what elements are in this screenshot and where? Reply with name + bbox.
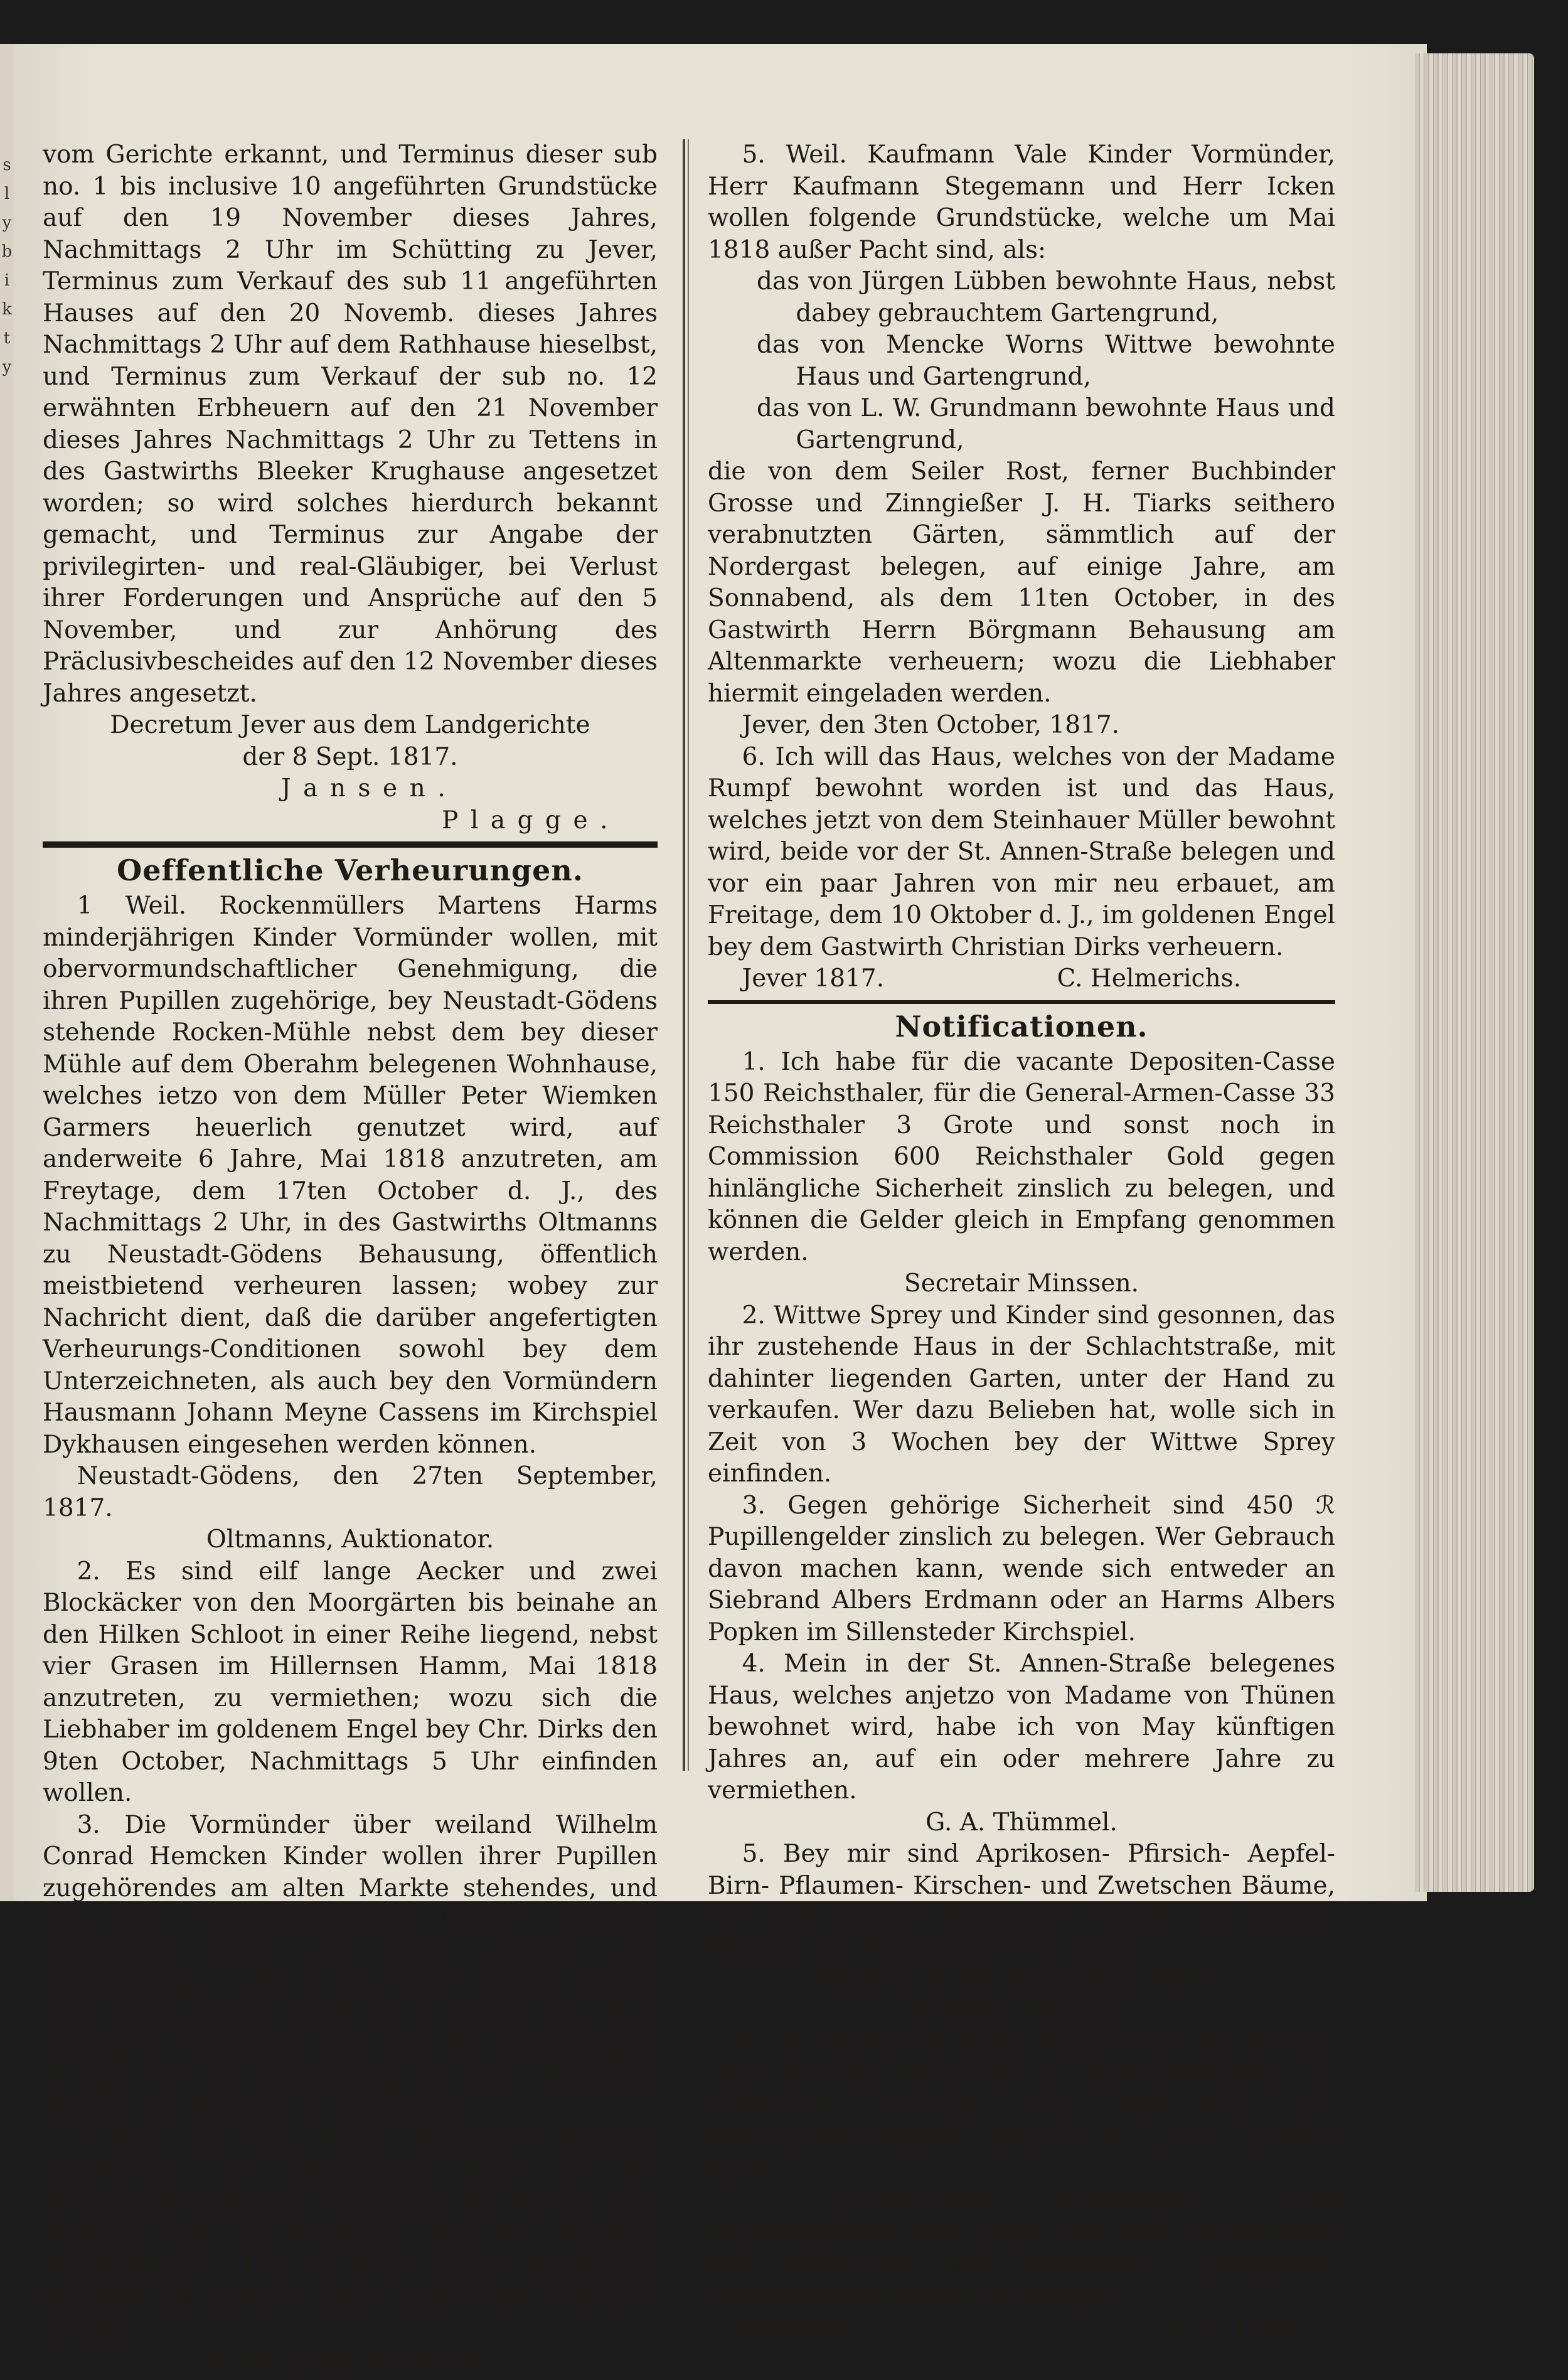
notif-1-text: 1. Ich habe für die vacante Depositen-Casse 150 Reichsthaler, für die General-Armen-Casse 33 Reichsthaler 3 Grote und sonst noch in Commission 600 Reichsthaler Gold gegen hinlängliche Sicherheit zinslich zu belegen, und können die Gelder gleich in Empfang genommen werden. [708, 1047, 1335, 1266]
notice-1-text: 1 Weil. Rockenmüllers Martens Harms minderjährigen Kinder Vormünder wollen, mit obervormundschaftlicher Genehmigung, die ihren Pupillen zugehörige, bey Neustadt-Gödens stehende Rocken-Mühle nebst dem bey dieser Mühle auf dem Oberahm belegenen Wohnhause, welches ietzo von dem Müller Peter Wiemken Garmers heuerlich genutzet wird, auf anderweite 6 Jahre, Mai 1818 anzutreten, am Freytage, dem 17ten October d. J., des Nachmittags 2 Uhr, in des Gastwirths Oltmanns zu Neustadt-Gödens Behausung, öffentlich meistbietend verheuren lassen; wobey zur Nachricht dient, daß die darüber angefertigten Verheurungs-Conditionen sowohl bey dem Unterzeichneten, als auch bey den Vormündern Hausmann Johann Meyne Cassens im Kirchspiel Dykhausen eingesehen werden können. [43, 892, 658, 1459]
notif-3-text: 3. Gegen gehörige Sicherheit sind 450 ℛ Pupillengelder zinslich zu belegen. Wer Gebrauch davon machen kann, wende sich entweder an Siebrand Albers Erdmann oder an Harms Albers Popken im Sillensteder Kirchspiel. [708, 1491, 1335, 1646]
notif-4-signature: G. A. Thümmel. [925, 1808, 1117, 1837]
section-heading-notificationen: Notificationen. [895, 1009, 1148, 1043]
section-heading-verheurungen: Oeffentliche Verheurungen. [117, 853, 584, 887]
notice-6-text: 6. Ich will das Haus, welches von der Madame Rumpf bewohnt worden ist und das Haus, welches jetzt von dem Steinhauer Müller bewohnt wird, beide vor der St. Annen-Straße belegen und vor ein paar Jahren von mir neu erbauet, am Freitage, dem 10 Oktober d. J., im goldenen Engel bey dem Gastwirth Christian Dirks verheuern. [708, 742, 1335, 961]
section-rule [43, 841, 658, 848]
notif-7-signature-1: Kleverns. [742, 2315, 859, 2344]
left-column [43, 139, 658, 2380]
notif-5-place-date: Gödens, d. 22 September, 1817. [823, 1966, 1220, 1995]
notice-6-footer [708, 963, 1335, 995]
signature-plagge: Plagge. [442, 806, 620, 835]
notif-5-text: 5. Bey mir sind Aprikosen- Pfirsich- Aepfel- Birn- Pflaumen- Kirschen- und Zwetschen Bäume, wie auch Linden- Castanien- Pappel- und andere Bäume, und Gesträucher zu haben. [708, 1840, 1335, 1963]
notice-6-place-date: Jever 1817. [742, 964, 885, 993]
notice-4-text: 4. Das des weil. Cant. Schönherr Kindern zugehörige, im Schortenser Loge an der Heerstraße belegene Wohnhaus mit Garten und Aeckern soll am Freitage, dem 17 October, Nachmittags 2 Uhr, in Herrn Kuper Krughause daselbst auf mehrere Jahre anderweit verheuert werden. [43, 2127, 658, 2346]
margin-letter: l [4, 184, 10, 203]
margin-letter: i [4, 271, 10, 290]
notice-2-text: 2. Es sind eilf lange Aecker und zwei Blockäcker von den Moorgärten bis beinahe an den Hilken Schloot in einer Reihe liegend, nebst vier Grasen im Hillernsen Hamm, Mai 1818 anzutreten, zu vermiethen; wozu sich die Liebhaber im goldenem Engel bey Chr. Dirks den 9ten October, Nachmittags 5 Uhr einfinden wollen. [43, 1557, 658, 1807]
notif-7-text: 7. Zweihundert Reichsthaler Gold Pupillengelder sind gegen eine den Vorschriften der Instruction für Vormünder genügende Verschreibung sofort zu belegen. [708, 2188, 1335, 2312]
margin-letter: k [2, 300, 12, 319]
notif-1-signature: Secretair Minssen. [904, 1269, 1139, 1298]
margin-letter: s [3, 156, 11, 174]
notif-2-text: 2. Wittwe Sprey und Kinder sind gesonnen, das ihr zustehende Haus in der Schlachtstraße, mit dahinter liegenden Garten, unter der Hand zu verkaufen. Wer dazu Belieben hat, wolle sich in Zeit von 3 Wochen bey der Wittwe Sprey einfinden. [708, 1301, 1335, 1488]
notif-7-signatures [708, 2314, 1335, 2346]
notice-5-property-1: das von Jürgen Lübben bewohnte Haus, nebst dabey gebrauchtem Gartengrund, [757, 267, 1335, 328]
notice-5-property-3: das von L. W. Grundmann bewohnte Haus und Gartengrund, [757, 394, 1335, 454]
notice-5-text: die von dem Seiler Rost, ferner Buchbinder Grosse und Zinngießer J. H. Tiarks seithero verabnutzten Gärten, sämmtlich auf der Nordergast belegen, auf einige Jahre, am Sonnabend, als dem 11ten October, in des Gastwirth Herrn Börgmann Behausung am Altenmarkte verheuern; wozu die Liebhaber hiermit eingeladen werden. [708, 457, 1335, 708]
notice-5-intro: 5. Weil. Kaufmann Vale Kinder Vormünder, Herr Kaufmann Stegemann und Herr Icken wollen folgende Grundstücke, welche um Mai 1818 außer Pacht sind, als: [708, 141, 1335, 264]
notice-5-place-date: Jever, den 3ten October, 1817. [742, 711, 1120, 739]
margin-letter: t [3, 329, 11, 348]
margin-letter: y [2, 213, 12, 232]
signature-jansen: Jansen. [281, 774, 458, 803]
column-divider [683, 139, 685, 1771]
right-column [708, 139, 1335, 2345]
section-rule [708, 1000, 1335, 1004]
notif-4-text: 4. Mein in der St. Annen-Straße belegenes Haus, welches anjetzo von Madame von Thünen bewohnet wird, habe ich von May künftigen Jahres an, auf ein oder mehrere Jahre zu vermiethen. [708, 1650, 1335, 1805]
notice-4-signature: U. H. Lauts, Vormund. [212, 2349, 488, 2377]
notice-1-place-date: Neustadt-Gödens, den 27ten September, 1817. [43, 1462, 658, 1522]
margin-letter: y [2, 358, 12, 376]
decretum-line: Decretum Jever aus dem Landgerichte [110, 711, 590, 739]
notice-3-text: 3. Die Vormünder über weiland Wilhelm Conrad Hemcken Kinder wollen ihrer Pupillen zugehörendes am alten Markte stehendes, und von dem Schlössermeister Müller bewohnt werdendes Haus, am 18ten October, des Nachmittags 5 Uhr, in des Herrn Benten Hause zum rothen Löwen, auf 6 Jahre, welche Mai 1818 anfangen, verheuern, und sind die Bedingungen 3 Tage vor der Verheurung bei dem Gastwirth Benten zur Einsicht zu bekommen. [43, 1810, 658, 2124]
notif-5-signature: Schütze, Gärtner. [912, 1998, 1131, 2027]
column-divider-inner [688, 139, 689, 1771]
notice-1-signature: Oltmanns, Auktionator. [206, 1525, 494, 1554]
court-notice-text: vom Gerichte erkannt, und Terminus dieser sub no. 1 bis inclusive 10 angeführten Grundstücke auf den 19 November dieses Jahres, Nachmittags 2 Uhr im Schütting zu Jever, Terminus zum Verkauf des sub 11 angeführten Hauses auf den 20 Novemb. dieses Jahres Nachmittags 2 Uhr auf dem Rathhause hieselbst, und Terminus zum Verkauf der sub no. 12 erwähnten Erbheuern auf den 21 November dieses Jahres Nachmittags 2 Uhr zu Tettens in des Gastwirths Bleeker Krughause angesetzet worden; so wird solches hierdurch bekannt gemacht, und Terminus zur Angabe der privilegirten- und real-Gläubiger, bei Verlust ihrer Forderungen und Ansprüche auf den 5 November, und zur Anhörung des Präclusivbescheides auf den 12 November dieses Jahres angesetzt. [43, 141, 658, 708]
book-page-edges [1415, 53, 1534, 1892]
notif-6-text: 6. Es sind noch einige Aecker auf der Norder Gast bey der Dreesche zu Garten-Früchten zu verheuern, weshalb man sich bey der Commissions-Räthin Jürgens in Jever melden kann. [708, 2030, 1335, 2185]
margin-letter: b [1, 242, 13, 261]
facing-page-margin-text [1, 151, 13, 382]
notice-6-signature: C. Helmerichs. [1057, 964, 1241, 993]
notice-5-property-2: das von Mencke Worns Wittwe bewohnte Haus und Gartengrund, [757, 331, 1335, 391]
notif-7-signature-2: U. H. Lauts. [1162, 2315, 1310, 2344]
decretum-date: der 8 Sept. 1817. [242, 742, 458, 771]
